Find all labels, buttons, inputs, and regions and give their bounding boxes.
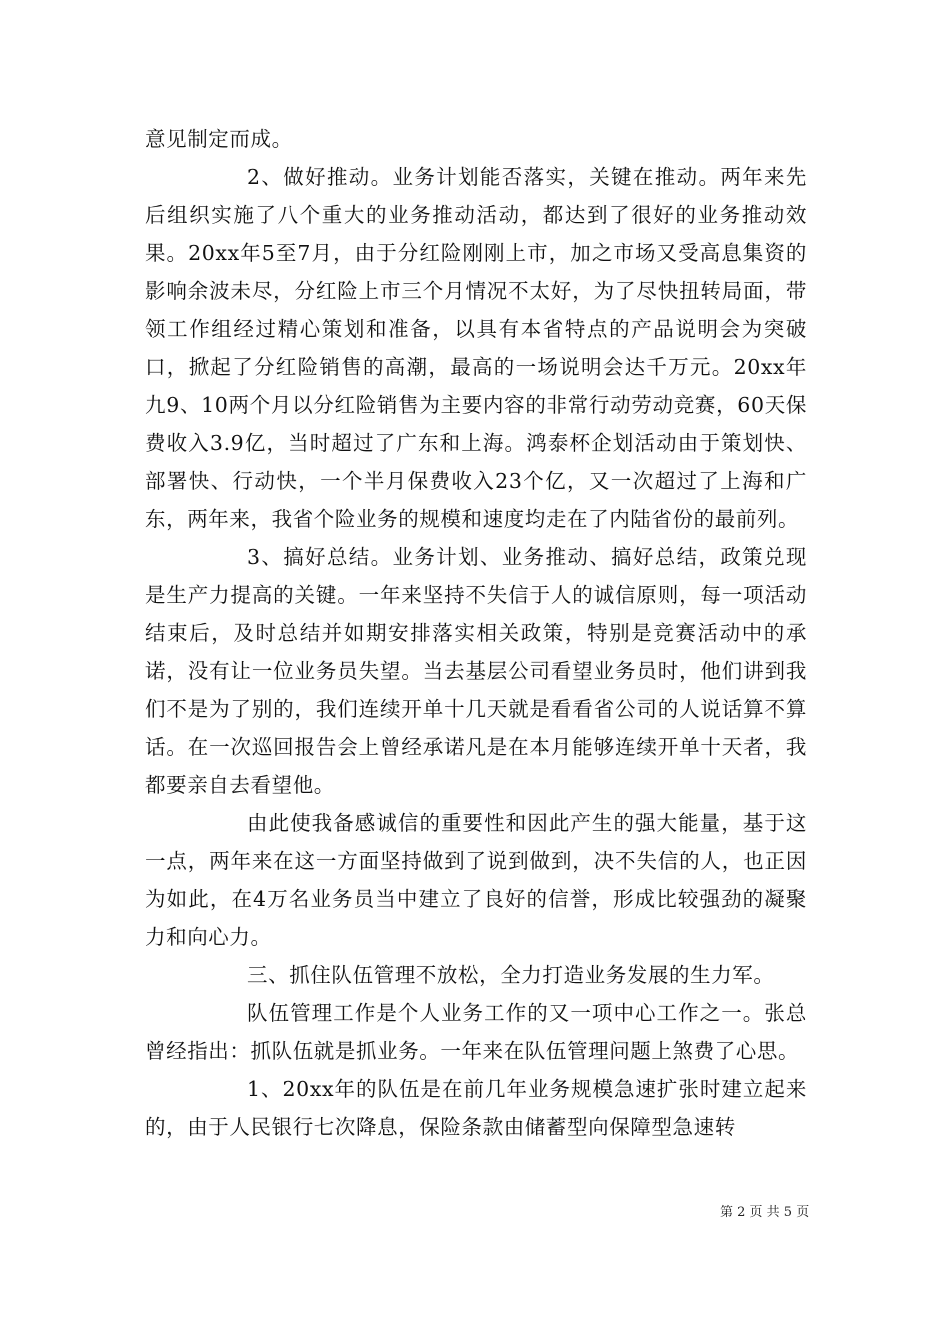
paragraph-2: 2、做好推动。业务计划能否落实，关键在推动。两年来先后组织实施了八个重大的业务推动活动，都达到了很好的业务推动效果。20xx年5至7月，由于分红险刚刚上市，加之市场又受高息集资的影响余波未尽，分红险上市三个月情况不太好，为了尽快扭转局面，带领工作组经过精心策划和准备，以具有本省特点的产品说明会为突破口，掀起了分红险销售的高潮，最高的一场说明会达千万元。20xx年九9、10两个月以分红险销售为主要内容的非常行动劳动竞赛，60天保费收入3.9亿，当时超过了广东和上海。鸿泰杯企划活动由于策划快、部署快、行动快，一个半月保费收入23个亿，又一次超过了上海和广东，两年来，我省个险业务的规模和速度均走在了内陆省份的最前列。 (145, 165, 807, 531)
paragraph-6: 队伍管理工作是个人业务工作的又一项中心工作之一。张总曾经指出：抓队伍就是抓业务。一年来在队伍管理问题上煞费了心思。 (145, 1001, 807, 1063)
page-number: 第 2 页 共 5 页 (720, 1205, 810, 1220)
paragraph-7: 1、20xx年的队伍是在前几年业务规模急速扩张时建立起来的，由于人民银行七次降息，保险条款由储蓄型向保障型急速转 (145, 1077, 807, 1139)
paragraph-4: 由此使我备感诚信的重要性和因此产生的强大能量，基于这一点，两年来在这一方面坚持做到了说到做到，决不失信的人，也正因为如此，在4万名业务员当中建立了良好的信誉，形成比较强劲的凝聚力和向心力。 (145, 811, 807, 949)
section-heading-3: 三、抓住队伍管理不放松，全力打造业务发展的生力军。 (247, 963, 775, 987)
paragraph-1: 意见制定而成。 (145, 127, 293, 151)
paragraph-3: 3、搞好总结。业务计划、业务推动、搞好总结，政策兑现是生产力提高的关键。一年来坚持不失信于人的诚信原则，每一项活动结束后，及时总结并如期安排落实相关政策，特别是竞赛活动中的承诺，没有让一位业务员失望。当去基层公司看望业务员时，他们讲到我们不是为了别的，我们连续开单十几天就是看看省公司的人说话算不算话。在一次巡回报告会上曾经承诺凡是在本月能够连续开单十天者，我都要亲自去看望他。 (145, 545, 807, 797)
document-body (145, 120, 807, 1146)
